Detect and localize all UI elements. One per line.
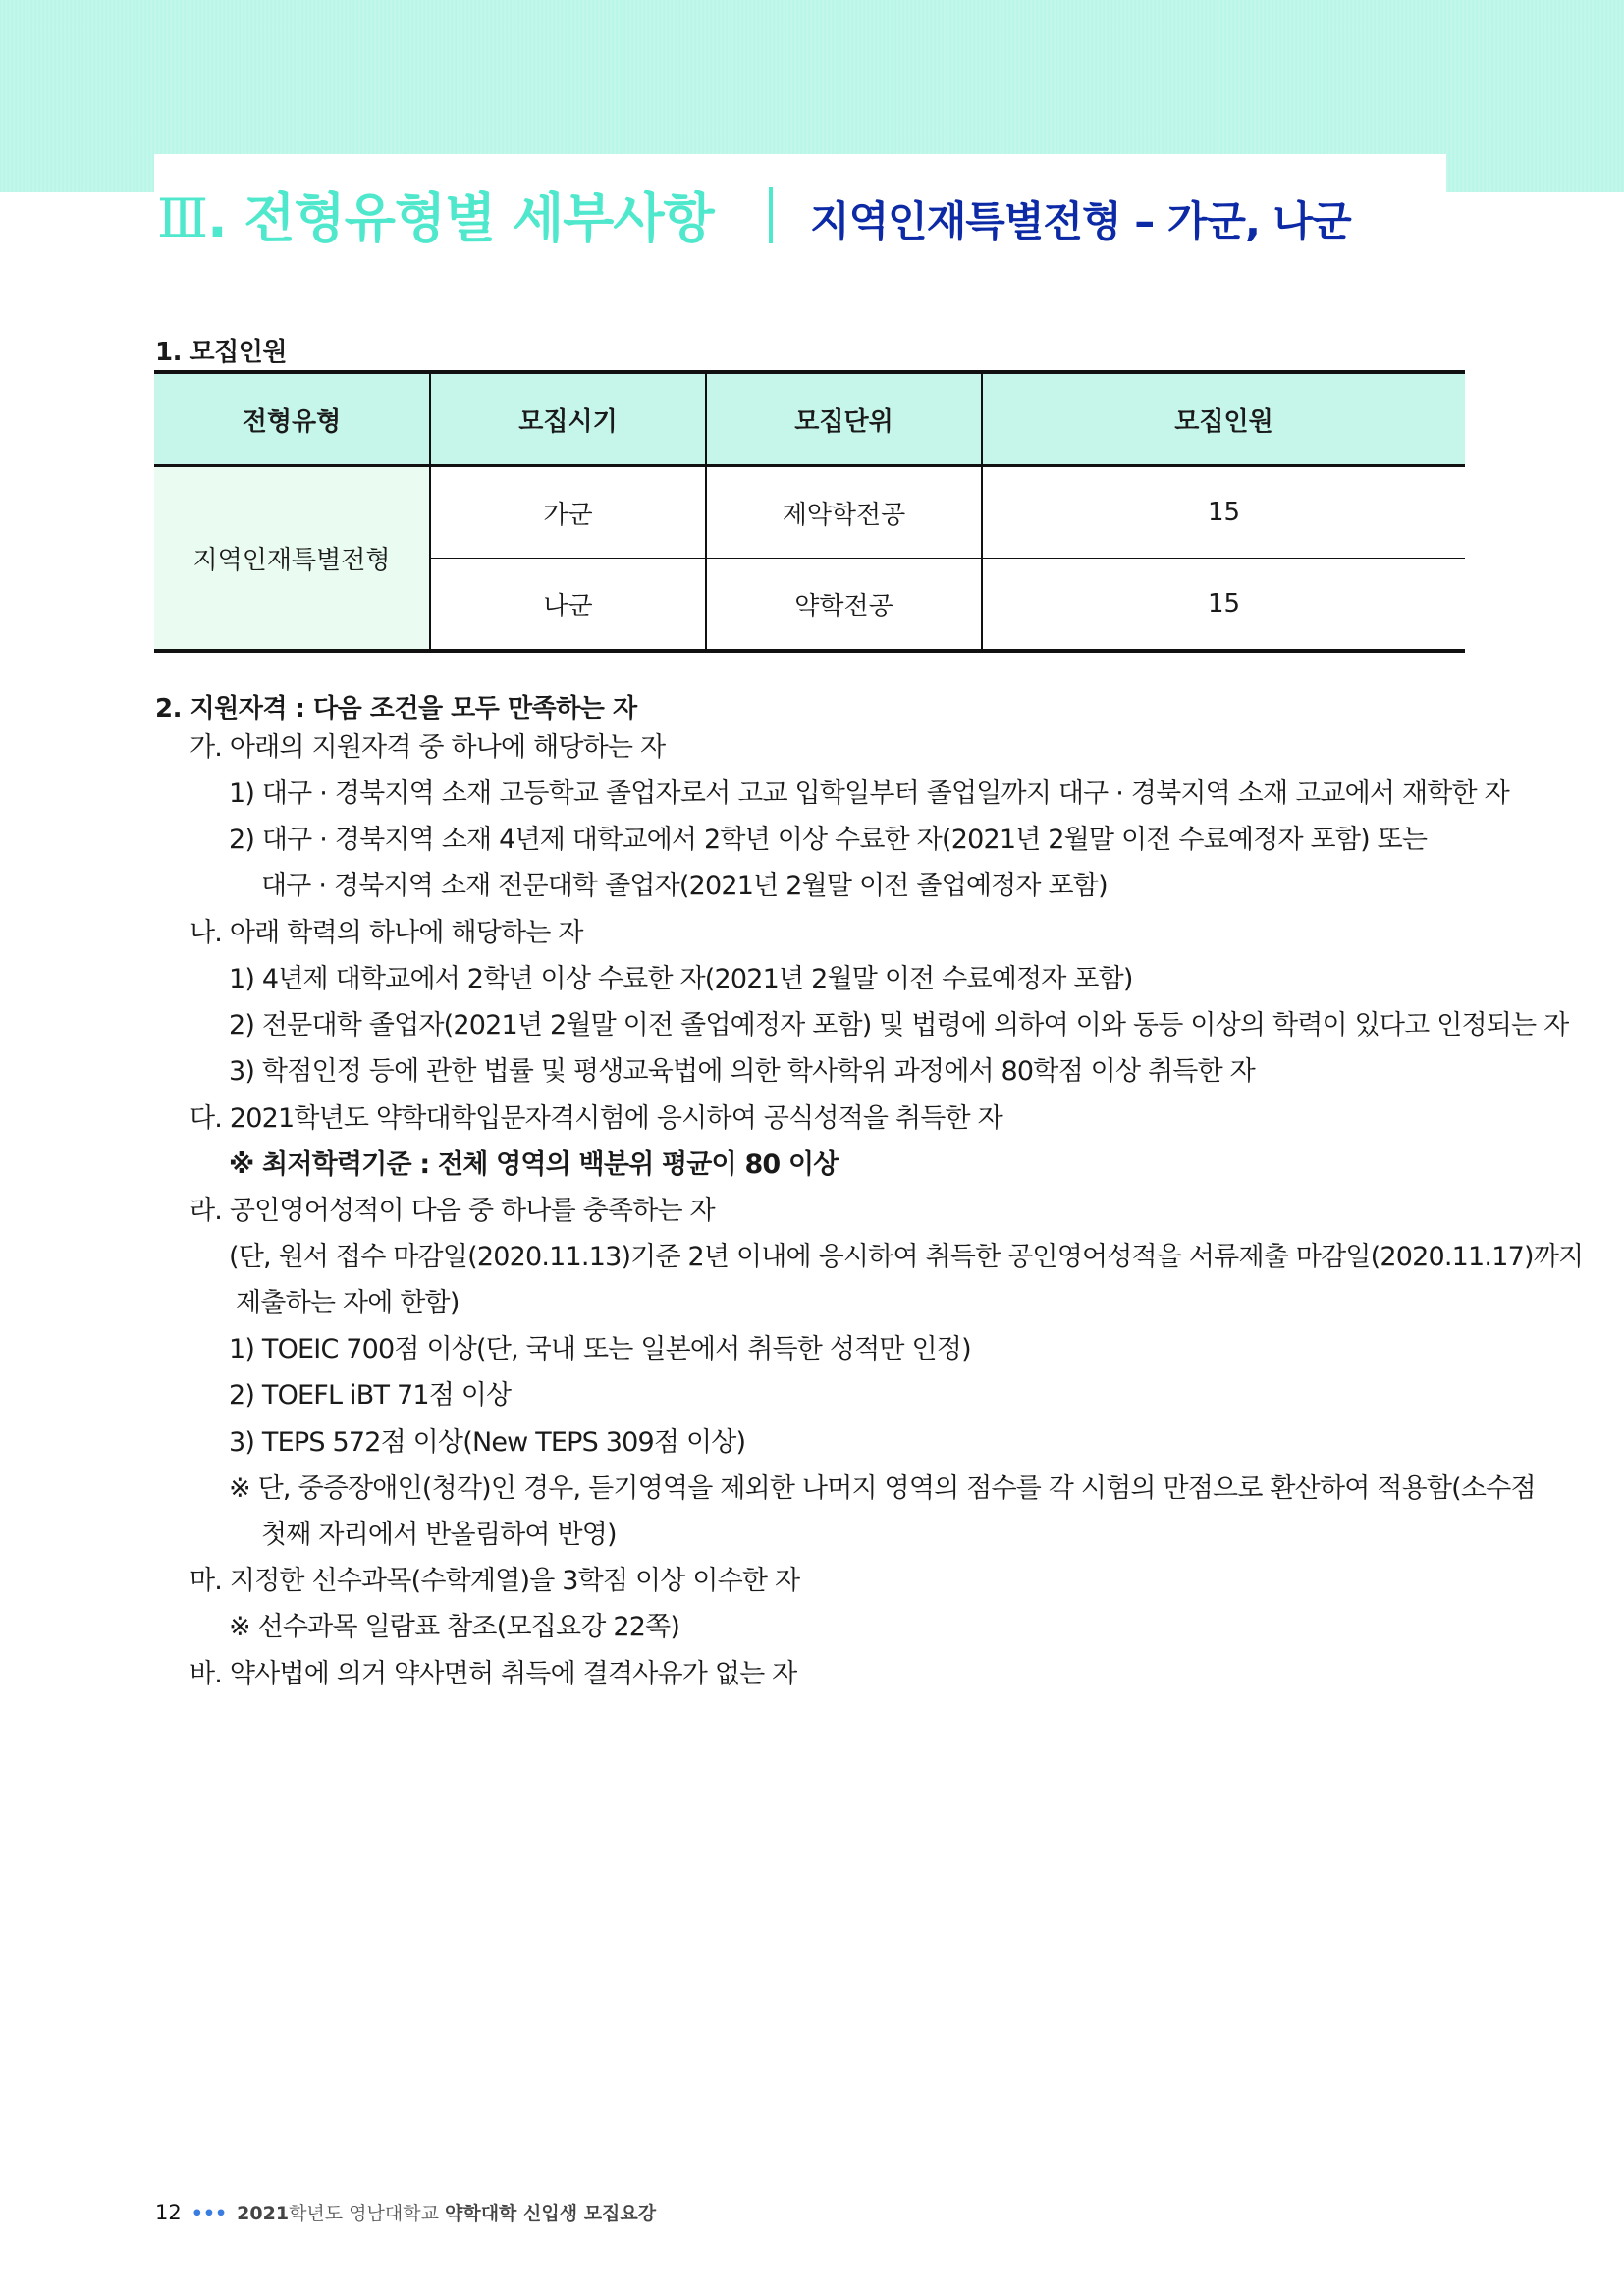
criterion-ga-2-cont: 대구 · 경북지역 소재 전문대학 졸업자(2021년 2월말 이전 졸업예정자 포함) bbox=[261, 871, 1108, 901]
section-subtitle: 지역인재특별전형 – 가군, 나군 bbox=[810, 197, 1351, 245]
criterion-ba: 바. 약사법에 의거 약사면허 취득에 결격사유가 없는 자 bbox=[189, 1659, 797, 1689]
criterion-ga-2: 2) 대구 · 경북지역 소재 4년제 대학교에서 2학년 이상 수료한 자(2021년 2월말 이전 수료예정자 포함) 또는 bbox=[229, 825, 1428, 855]
count-cell: 15 bbox=[982, 559, 1465, 652]
footer-title: 약학대학 신입생 모집요강 bbox=[444, 2203, 657, 2224]
prerequisite-note: ※ 선수과목 일람표 참조(모집요강 22쪽) bbox=[229, 1612, 680, 1642]
dots-separator-icon: ••• bbox=[190, 2203, 228, 2224]
criterion-ra-condition: (단, 원서 접수 마감일(2020.11.13)기준 2년 이내에 응시하여 취득한 공인영어성적을 서류제출 마감일(2020.11.17)까지 bbox=[229, 1242, 1584, 1272]
period-cell: 나군 bbox=[430, 559, 706, 652]
period-cell: 가군 bbox=[430, 466, 706, 559]
criterion-na: 나. 아래 학력의 하나에 해당하는 자 bbox=[189, 918, 583, 948]
criterion-na-1: 1) 4년제 대학교에서 2학년 이상 수료한 자(2021년 2월말 이전 수료예정자 포함) bbox=[229, 964, 1133, 994]
disability-note: ※ 단, 중증장애인(청각)인 경우, 듣기영역을 제외한 나머지 영역의 점수를 각 시험의 만점으로 환산하여 적용함(소수점 bbox=[229, 1473, 1536, 1504]
table-header-row bbox=[154, 372, 1465, 466]
admission-type-cell: 지역인재특별전형 bbox=[154, 466, 430, 652]
table-row bbox=[154, 466, 1465, 559]
chapter-title-text: . 전형유형별 세부사항 bbox=[207, 187, 714, 249]
column-header: 모집시기 bbox=[430, 372, 706, 466]
count-cell: 15 bbox=[982, 466, 1465, 559]
criterion-ga: 가. 아래의 지원자격 중 하나에 해당하는 자 bbox=[189, 732, 666, 763]
footer-text: 학년도 영남대학교 bbox=[289, 2203, 439, 2224]
criterion-ga-1: 1) 대구 · 경북지역 소재 고등학교 졸업자로서 고교 입학일부터 졸업일까지 대구 · 경북지역 소재 고교에서 재학한 자 bbox=[229, 778, 1509, 809]
section-2-heading: 2. 지원자격 : 다음 조건을 모두 만족하는 자 bbox=[155, 694, 637, 723]
column-header: 모집단위 bbox=[706, 372, 982, 466]
section-1-heading: 1. 모집인원 bbox=[155, 338, 287, 367]
criterion-ra-1: 1) TOEIC 700점 이상(단, 국내 또는 일본에서 취득한 성적만 인정) bbox=[229, 1334, 971, 1364]
minimum-score-note: ※ 최저학력기준 : 전체 영역의 백분위 평균이 80 이상 bbox=[229, 1149, 839, 1180]
criterion-ra-2: 2) TOEFL iBT 71점 이상 bbox=[229, 1380, 512, 1411]
page-number: 12 bbox=[155, 2201, 182, 2224]
criterion-ra-condition-cont: 제출하는 자에 한함) bbox=[236, 1288, 460, 1318]
unit-cell: 제약학전공 bbox=[706, 466, 982, 559]
title-divider bbox=[769, 187, 773, 243]
disability-note-cont: 첫째 자리에서 반올림하여 반영) bbox=[261, 1520, 617, 1550]
chapter-title bbox=[157, 177, 714, 252]
column-header: 전형유형 bbox=[154, 372, 430, 466]
criterion-na-2: 2) 전문대학 졸업자(2021년 2월말 이전 졸업예정자 포함) 및 법령에 의하여 이와 동등 이상의 학력이 있다고 인정되는 자 bbox=[229, 1010, 1569, 1041]
chapter-numeral: Ⅲ bbox=[157, 187, 208, 249]
criterion-ma: 마. 지정한 선수과목(수학계열)을 3학점 이상 이수한 자 bbox=[189, 1566, 800, 1596]
criterion-ra: 라. 공인영어성적이 다음 중 하나를 충족하는 자 bbox=[189, 1196, 715, 1226]
criterion-ra-3: 3) TEPS 572점 이상(New TEPS 309점 이상) bbox=[229, 1427, 746, 1458]
column-header: 모집인원 bbox=[982, 372, 1465, 466]
criterion-na-3: 3) 학점인정 등에 관한 법률 및 평생교육법에 의한 학사학위 과정에서 80학점 이상 취득한 자 bbox=[229, 1056, 1255, 1087]
unit-cell: 약학전공 bbox=[706, 559, 982, 652]
page-footer bbox=[155, 2199, 656, 2225]
footer-year: 2021 bbox=[237, 2203, 290, 2224]
criterion-da: 다. 2021학년도 약학대학입문자격시험에 응시하여 공식성적을 취득한 자 bbox=[189, 1103, 1002, 1134]
quota-table bbox=[154, 370, 1465, 653]
